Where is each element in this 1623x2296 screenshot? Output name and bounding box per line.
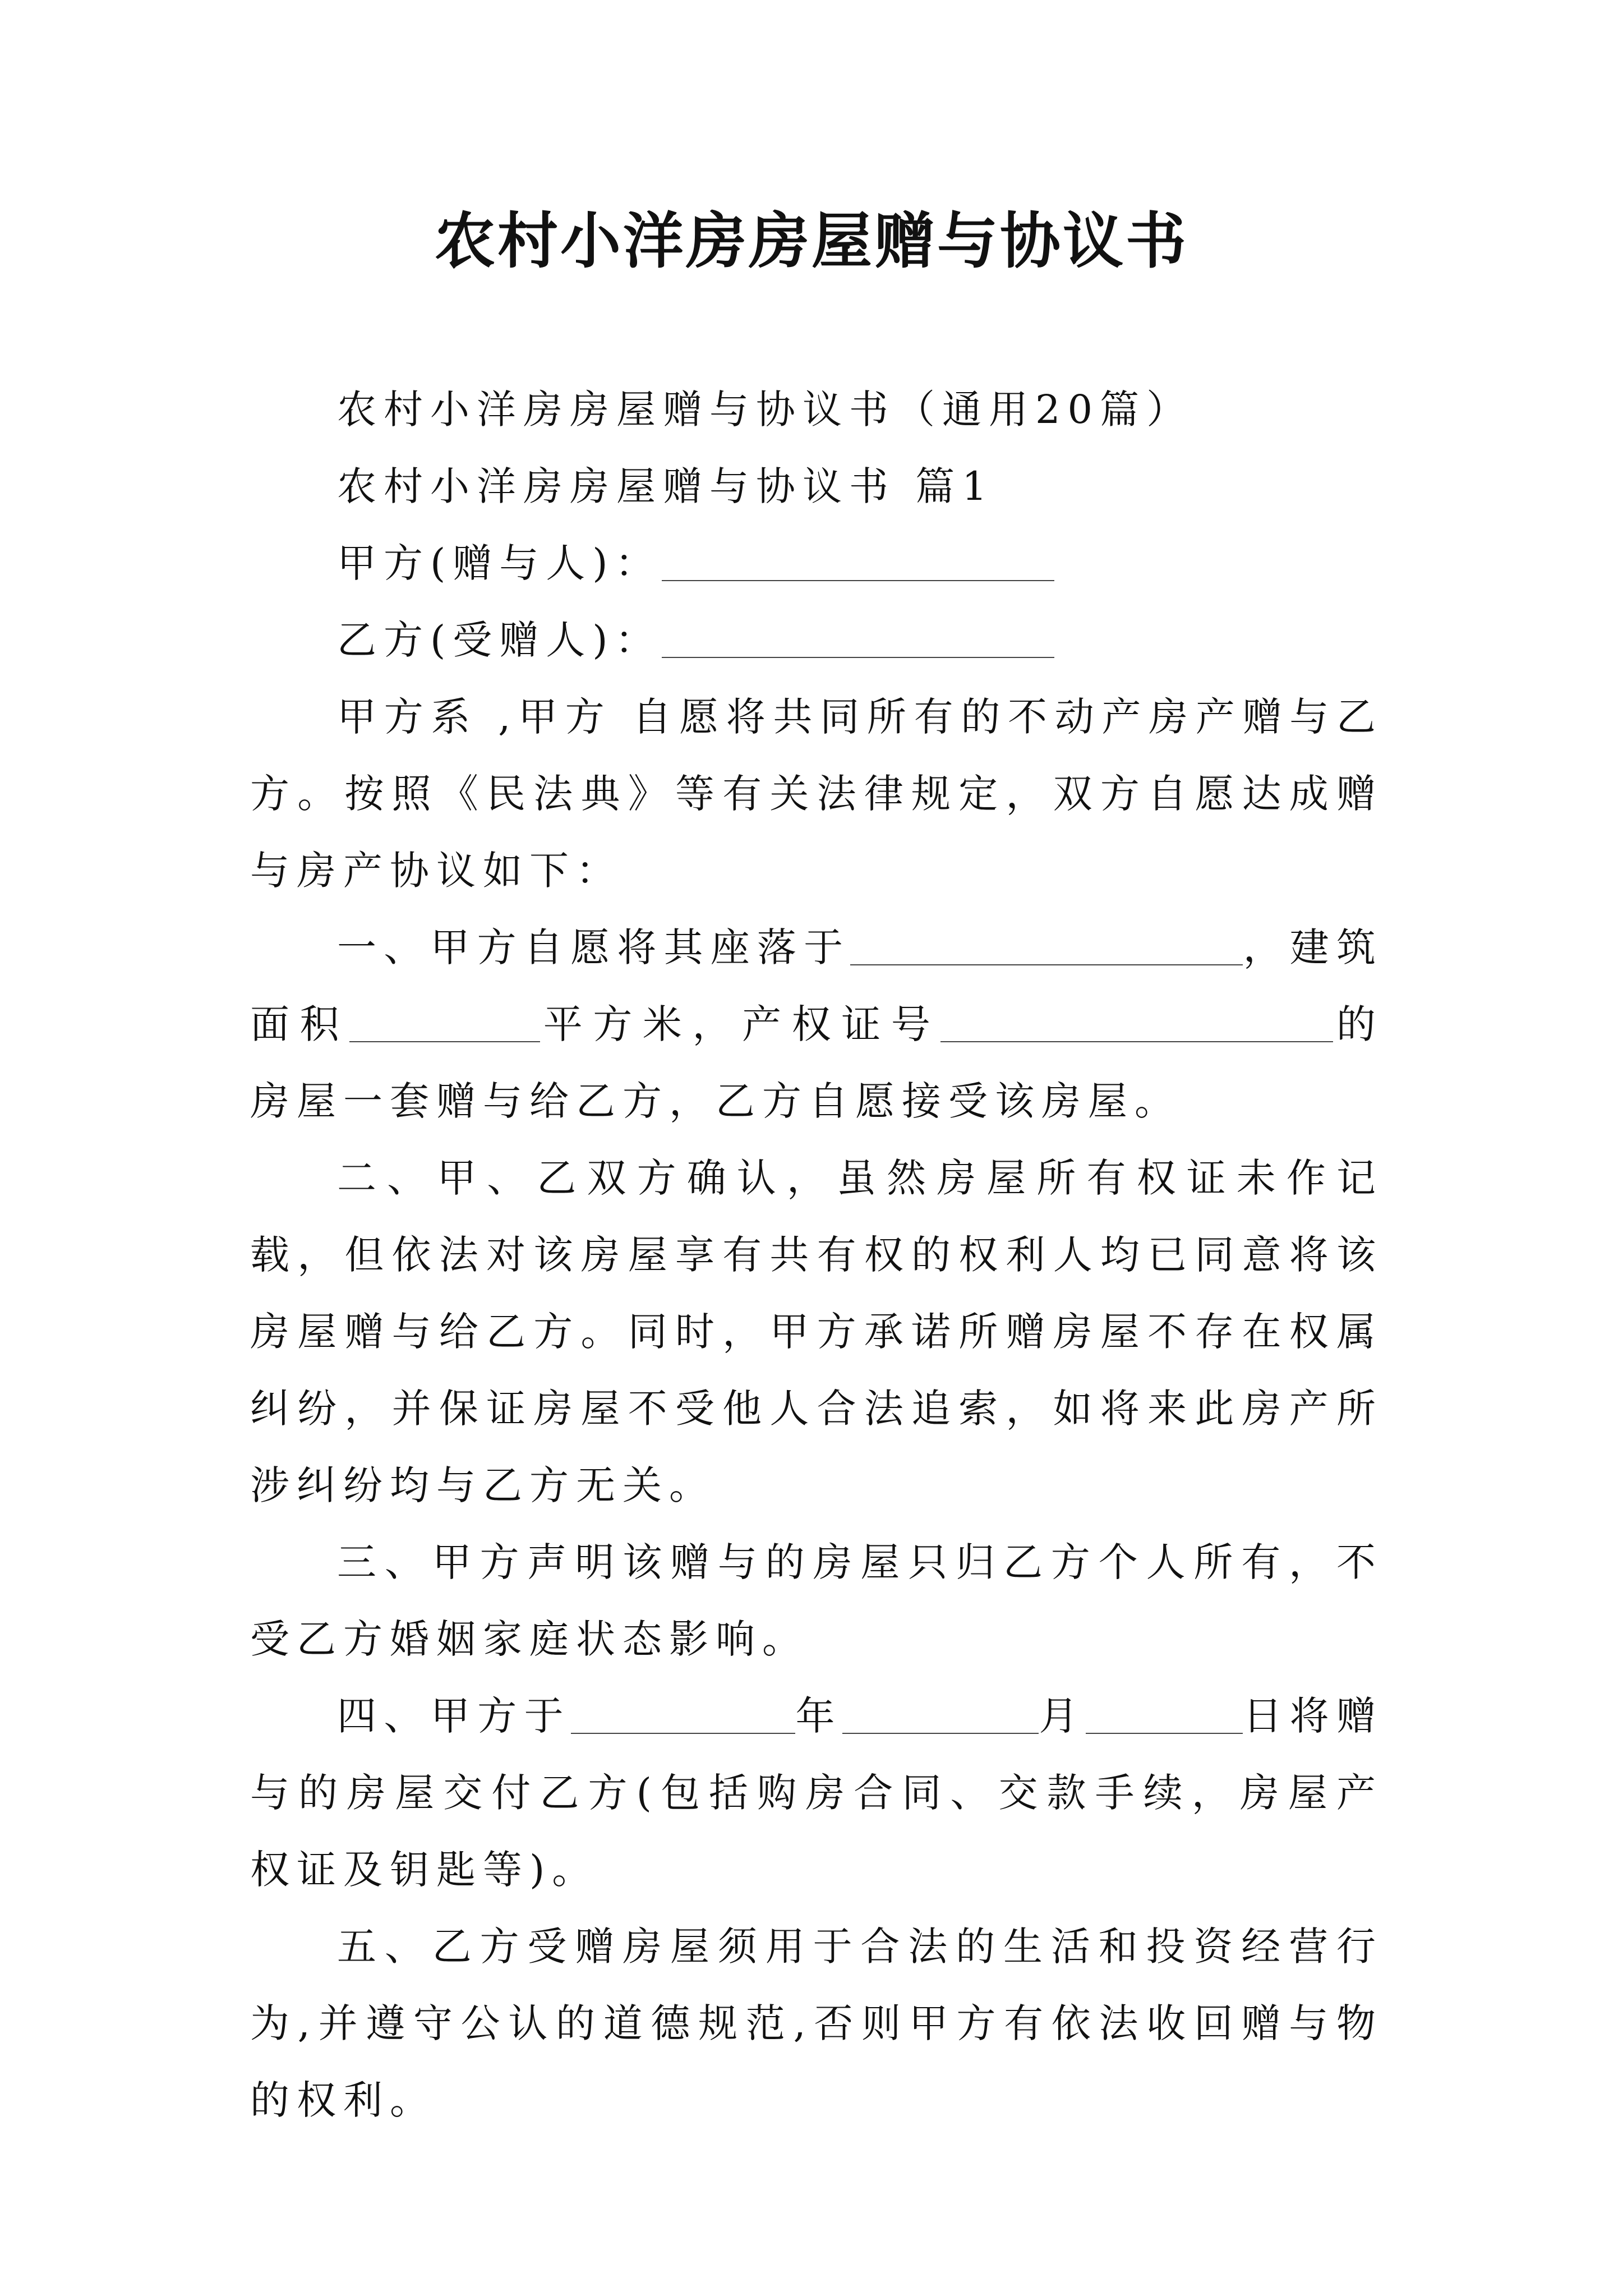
clause-1-text-a: 一、甲方自愿将其座落于 bbox=[337, 924, 851, 970]
year-blank bbox=[571, 1699, 795, 1734]
clause-1 bbox=[250, 909, 1383, 1140]
certificate-number-blank bbox=[940, 1007, 1333, 1042]
party-a-label: 甲方(赠与人)： bbox=[337, 540, 662, 586]
day-blank bbox=[1086, 1699, 1243, 1734]
month-label: 月 bbox=[1038, 1693, 1086, 1739]
section-heading: 农村小洋房房屋赠与协议书 篇1 bbox=[337, 463, 994, 509]
intro-paragraph: 甲方系 ,甲方 自愿将共同所有的不动产房产赠与乙方。按照《民法典》等有关法律规定，双方自愿达成赠与房产协议如下： bbox=[250, 694, 1383, 894]
clause-1-text-b: ，建筑面积 bbox=[250, 924, 1384, 1047]
party-a-blank bbox=[662, 546, 1054, 581]
clause-1-text-d: 的房屋一套赠与给乙方，乙方自愿接受该房屋。 bbox=[250, 1001, 1384, 1124]
clause-3: 三、甲方声明该赠与的房屋只归乙方个人所有，不受乙方婚姻家庭状态影响。 bbox=[250, 1539, 1383, 1662]
month-blank bbox=[842, 1699, 1039, 1734]
year-label: 年 bbox=[795, 1693, 842, 1739]
clause-4-text-b: 日将赠与的房屋交付乙方(包括购房合同、交款手续，房屋产权证及钥匙等)。 bbox=[250, 1693, 1384, 1893]
location-blank bbox=[850, 931, 1243, 965]
party-b-blank bbox=[662, 623, 1054, 658]
clause-4 bbox=[250, 1678, 1383, 1908]
clause-4-text-a: 四、甲方于 bbox=[337, 1693, 571, 1739]
document-title: 农村小洋房房屋赠与协议书 bbox=[434, 206, 1188, 277]
document-body bbox=[250, 371, 1383, 2139]
area-blank bbox=[349, 1007, 540, 1042]
clause-1-text-c: 平方米，产权证号 bbox=[540, 1001, 941, 1047]
clause-5: 五、乙方受赠房屋须用于合法的生活和投资经营行为,并遵守公认的道德规范,否则甲方有依法收回赠与物的权利。 bbox=[250, 1924, 1383, 2123]
party-b-label: 乙方(受赠人)： bbox=[337, 617, 662, 663]
clause-2: 二、甲、乙双方确认，虽然房屋所有权证未作记载，但依法对该房屋享有共有权的权利人均已同意将该房屋赠与给乙方。同时，甲方承诺所赠房屋不存在权属纠纷，并保证房屋不受他人合法追索，如将来此房产所涉纠纷均与乙方无关。 bbox=[250, 1155, 1383, 1508]
document-subtitle: 农村小洋房房屋赠与协议书（通用20篇） bbox=[337, 386, 1193, 432]
party-a-line bbox=[250, 525, 1383, 602]
party-b-line bbox=[250, 602, 1383, 679]
